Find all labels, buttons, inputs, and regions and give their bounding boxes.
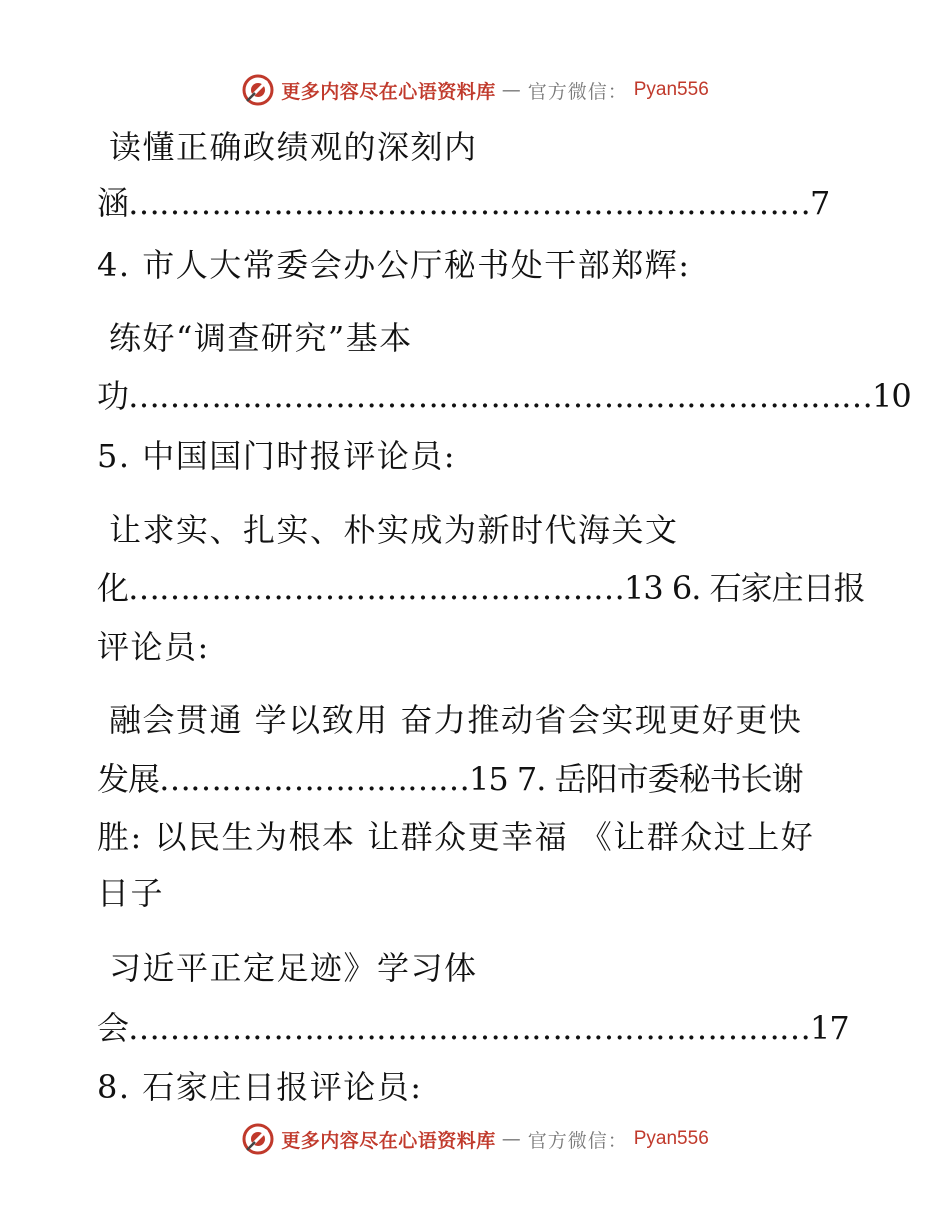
watermark-dash: — xyxy=(501,79,522,101)
watermark-brand-text: 更多内容尽在心语资料库 xyxy=(281,80,496,103)
toc-line-title-4: 练好“调查研究”基本 xyxy=(109,319,413,357)
watermark-wechat-label: 官方微信： xyxy=(527,1129,628,1152)
toc-line-page-15: 发展…………………………15 7. 岳阳市委秘书长谢 xyxy=(97,760,803,798)
toc-line-entry-7-cont: 胜: 以民生为根本 让群众更幸福 《让群众过上好 xyxy=(97,818,815,856)
toc-line-entry-7-cont2: 日子 xyxy=(97,874,165,912)
watermark-dash: — xyxy=(501,1128,522,1150)
toc-line-title-7: 习近平正定足迹》学习体 xyxy=(109,949,478,987)
header-watermark-banner xyxy=(0,70,950,110)
toc-line-title-5: 让求实、扎实、朴实成为新时代海关文 xyxy=(109,511,679,549)
watermark-wechat-id: Pyan556 xyxy=(633,1128,709,1149)
watermark-wechat-label: 官方微信： xyxy=(527,80,628,103)
toc-line-entry-4: 4. 市人大常委会办公厅秘书处干部郑辉: xyxy=(97,246,691,284)
brand-logo-icon xyxy=(241,1122,275,1156)
watermark-wechat-id: Pyan556 xyxy=(633,79,709,100)
brand-logo-icon xyxy=(241,73,275,107)
watermark-brand-text: 更多内容尽在心语资料库 xyxy=(281,1129,496,1152)
toc-line-title-6: 融会贯通 学以致用 奋力推动省会实现更好更快 xyxy=(109,701,803,739)
toc-line-page-17: 会…………………………………………………………17 xyxy=(97,1009,849,1047)
toc-line-title-3: 读懂正确政绩观的深刻内 xyxy=(109,128,478,166)
footer-watermark-banner xyxy=(0,1119,950,1159)
toc-line-page-13: 化…………………………………………13 6. 石家庄日报 xyxy=(97,569,865,607)
toc-line-entry-6-cont: 评论员: xyxy=(97,628,210,666)
toc-line-page-7: 涵…………………………………………………………7 xyxy=(97,184,830,222)
toc-line-entry-5: 5. 中国国门时报评论员: xyxy=(97,437,456,475)
toc-line-page-10: 功………………………………………………………………10 xyxy=(97,377,911,415)
toc-line-entry-8: 8. 石家庄日报评论员: xyxy=(97,1068,423,1106)
